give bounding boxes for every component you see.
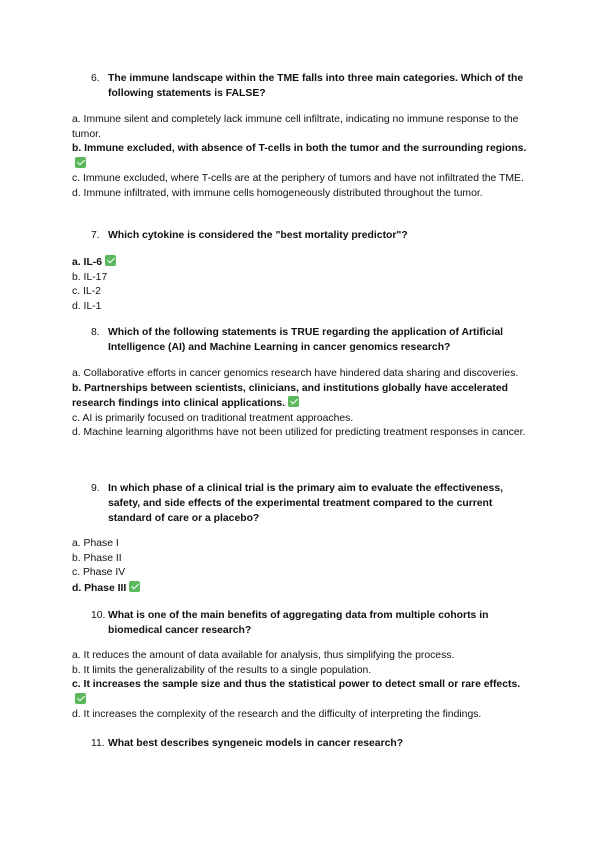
option-text: d. IL-1: [72, 300, 102, 312]
options-8: [72, 367, 532, 441]
question-6: [91, 71, 531, 101]
option-text: c. Phase IV: [72, 567, 126, 579]
option-a: [72, 537, 532, 552]
option-a: [72, 113, 532, 142]
option-b: [72, 271, 532, 286]
question-11: [91, 736, 531, 751]
question-10: [91, 608, 531, 638]
option-text: c. IL-2: [72, 286, 101, 298]
option-a-correct: [72, 255, 532, 271]
option-d: [72, 426, 532, 441]
option-b: [72, 552, 532, 567]
option-text: b. It limits the generalizability of the results to a single population.: [72, 664, 372, 676]
option-text: d. Immune infiltrated, with immune cells homogeneously distributed throughout the tumor.: [72, 187, 483, 199]
options-7: [72, 255, 532, 314]
option-text: a. Immune silent and completely lack immune cell infiltrate, indicating no immune response to the tumor.: [72, 114, 519, 140]
option-c: [72, 566, 532, 581]
option-text: c. AI is primarily focused on traditional treatment approaches.: [72, 412, 354, 424]
question-number: 10.: [91, 610, 106, 621]
check-mark-icon: [75, 157, 86, 168]
option-d: [72, 300, 532, 315]
question-text: The immune landscape within the TME falls into three main categories. Which of the following statements is FALSE?: [108, 73, 524, 99]
check-mark-icon: [129, 581, 140, 592]
option-text: b. IL-17: [72, 271, 108, 283]
option-text: a. Collaborative efforts in cancer genomics research have hindered data sharing and discoveries.: [72, 368, 519, 379]
question-text: In which phase of a clinical trial is the primary aim to evaluate the effectiveness, safety, and side effects of the experimental treatment compared to the current standard of care or a placebo?: [108, 483, 503, 524]
option-c: [72, 412, 532, 427]
option-b: [72, 664, 532, 679]
question-text: Which cytokine is considered the "best mortality predictor"?: [108, 230, 408, 241]
option-text: d. Machine learning algorithms have not been utilized for predicting treatment responses in cancer.: [72, 427, 526, 439]
option-text: b. Phase II: [72, 552, 122, 564]
options-6: [72, 113, 532, 202]
question-7: [91, 228, 531, 243]
question-number: 6.: [91, 73, 100, 84]
option-c-correct: [72, 678, 532, 708]
option-text: a. Phase I: [72, 538, 119, 549]
check-mark-icon: [288, 396, 299, 407]
option-d-correct: [72, 581, 532, 597]
option-text: c. Immune excluded, where T-cells are at the periphery of tumors and have not infiltrated the TME.: [72, 173, 524, 185]
question-number: 11.: [91, 738, 105, 749]
option-text: b. Immune excluded, with absence of T-cells in both the tumor and the surrounding regions.: [72, 143, 527, 155]
check-mark-icon: [105, 255, 116, 266]
option-c: [72, 285, 532, 300]
option-a: [72, 649, 532, 664]
option-text: a. It reduces the amount of data available for analysis, thus simplifying the process.: [72, 650, 455, 661]
option-text: c. It increases the sample size and thus the statistical power to detect small or rare effects.: [72, 679, 521, 691]
options-10: [72, 649, 532, 723]
option-text: a. IL-6: [72, 257, 103, 268]
question-text: What best describes syngeneic models in cancer research?: [108, 738, 404, 749]
option-b-correct: [72, 382, 532, 412]
question-9: [91, 481, 531, 526]
option-text: d. Phase III: [72, 582, 127, 594]
option-b-correct: [72, 142, 532, 172]
option-a: [72, 367, 532, 382]
question-number: 9.: [91, 483, 100, 494]
option-c: [72, 172, 532, 187]
option-text: d. It increases the complexity of the research and the difficulty of interpreting the findings.: [72, 709, 482, 721]
option-text: b. Partnerships between scientists, clinicians, and institutions globally have accelerated research findings into clinical applications.: [72, 382, 508, 410]
question-8: [91, 325, 531, 355]
question-number: 8.: [91, 327, 100, 338]
question-text: What is one of the main benefits of aggregating data from multiple cohorts in biomedical cancer research?: [108, 610, 489, 636]
check-mark-icon: [75, 693, 86, 704]
options-9: [72, 537, 532, 596]
option-d: [72, 187, 532, 202]
option-d: [72, 708, 532, 723]
question-number: 7.: [91, 230, 100, 241]
question-text: Which of the following statements is TRUE regarding the application of Artificial Intelligence (AI) and Machine Learning in cancer genomics research?: [108, 327, 504, 353]
